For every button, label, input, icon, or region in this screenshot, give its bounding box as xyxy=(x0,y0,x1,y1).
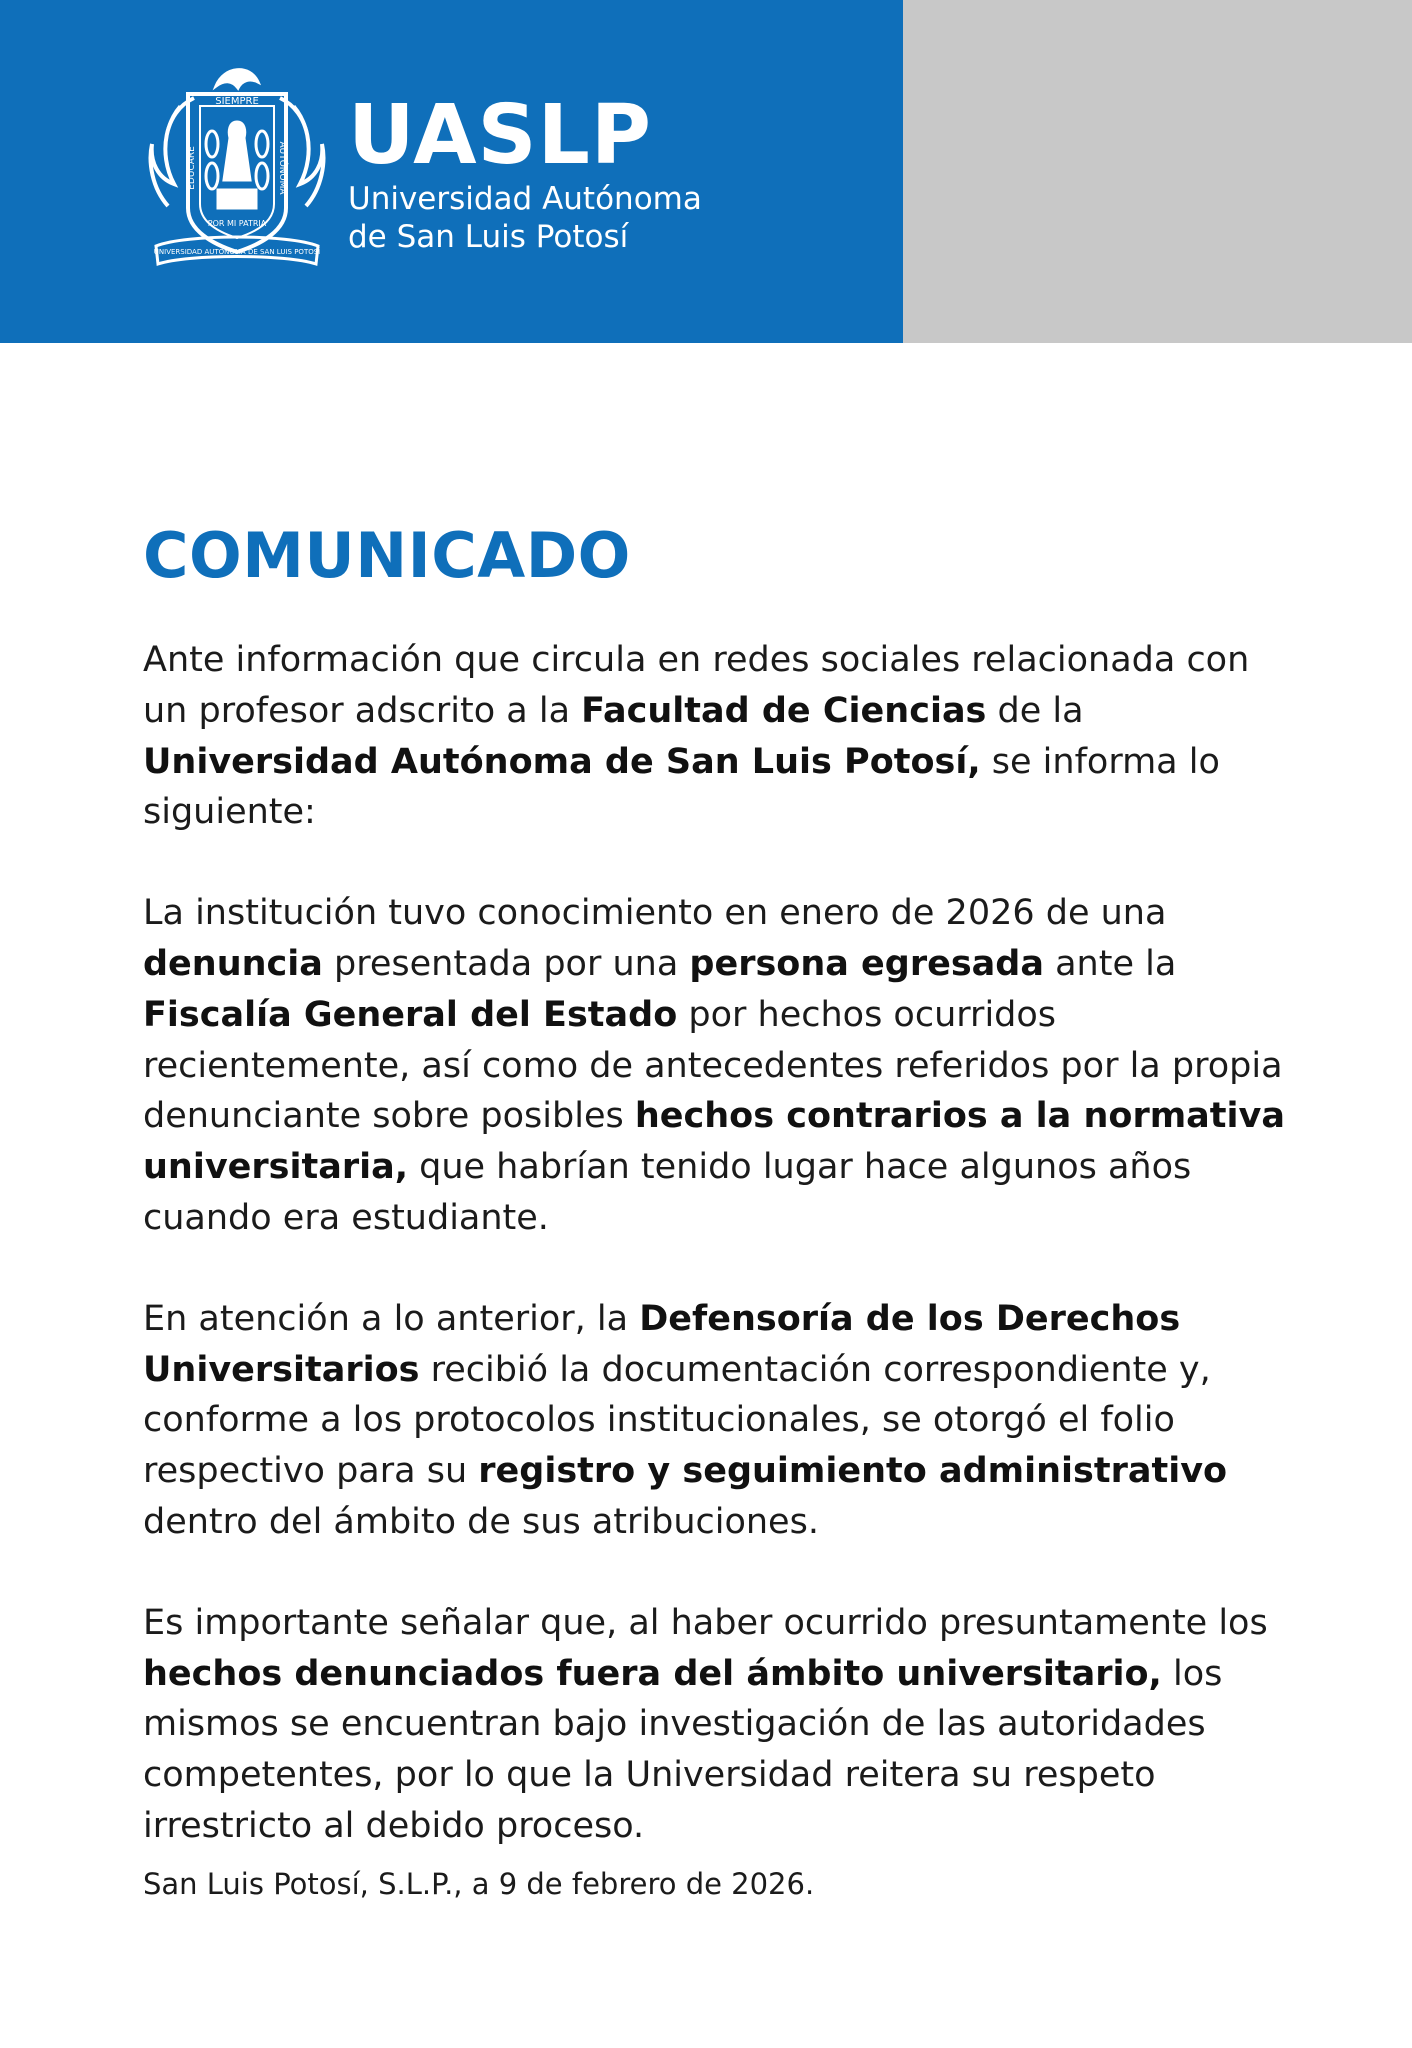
paragraph-bold-segment: Defensoría de los Derechos Universitarios xyxy=(143,1298,1181,1390)
seal-banner-text: UNIVERSIDAD AUTÓNOMA DE SAN LUIS POTOSÍ xyxy=(153,248,321,256)
paragraph-intro xyxy=(143,635,1303,838)
paragraph-bold-segment: hechos contrarios a la normativa universitaria, xyxy=(143,1096,1285,1188)
paragraph-segment: que habrían tenido lugar hace algunos años cuando era estudiante. xyxy=(143,1147,1192,1238)
paragraph-defensoria xyxy=(143,1294,1303,1548)
paragraph-segment: por hechos ocurridos recientemente, así como de antecedentes referidos por la propia denunciante sobre posibles xyxy=(143,994,1283,1137)
paragraph-due-process xyxy=(143,1598,1303,1852)
paragraph-bold-segment: registro y seguimiento administrativo xyxy=(478,1451,1228,1492)
university-name-line-2: de San Luis Potosí xyxy=(348,219,629,255)
paragraph-segment: los mismos se encuentran bajo investigación de las autoridades competentes, por lo que la Universidad reitera su respeto irrestricto al debido proceso. xyxy=(143,1653,1223,1846)
university-name-line-1: Universidad Autónoma xyxy=(348,181,702,217)
place-and-date: San Luis Potosí, S.L.P., a 9 de febrero de 2026. xyxy=(143,1867,815,1901)
seal-left-text: EDUCARE xyxy=(187,146,197,190)
paragraph-segment: La institución tuvo conocimiento en enero de 2026 de una xyxy=(143,893,1167,934)
paragraph-bold-segment: Facultad de Ciencias xyxy=(581,690,987,731)
paragraph-segment: En atención a lo anterior, la xyxy=(143,1298,640,1339)
header-gray-band xyxy=(903,0,1412,343)
paragraph-segment: se informa lo siguiente: xyxy=(143,741,1220,833)
paragraph-segment: recibió la documentación correspondiente y, conforme a los protocolos institucionales, se otorgó el folio respectivo para su xyxy=(143,1349,1211,1492)
seal-right-text: AUTÓNOMA xyxy=(277,141,287,195)
university-wordmark xyxy=(348,88,702,256)
paragraph-bold-segment: denuncia xyxy=(143,943,323,984)
seal-top-text: SIEMPRE xyxy=(215,96,259,107)
seal-bottom-text: POR MI PATRIA xyxy=(207,219,267,228)
paragraph-segment: de la xyxy=(986,690,1084,731)
paragraph-segment: presentada por una xyxy=(322,943,690,984)
paragraph-bold-segment: Fiscalía General del Estado xyxy=(143,994,678,1035)
paragraph-segment: Ante información que circula en redes sociales relacionada con un profesor adscrito a la xyxy=(143,640,1250,731)
paragraph-segment: ante la xyxy=(1043,943,1177,984)
paragraph-bold-segment: Universidad Autónoma de San Luis Potosí, xyxy=(143,741,981,782)
paragraph-complaint xyxy=(143,888,1303,1244)
paragraph-bold-segment: persona egresada xyxy=(689,943,1044,984)
university-seal-eagle-icon xyxy=(146,58,328,272)
communique-body xyxy=(143,520,1303,1902)
communique-title: COMUNICADO xyxy=(143,519,631,592)
paragraph-bold-segment: hechos denunciados fuera del ámbito universitario, xyxy=(143,1653,1162,1694)
header xyxy=(0,0,1412,343)
university-acronym: UASLP xyxy=(348,88,652,183)
paragraph-segment: Es importante señalar que, al haber ocurrido presuntamente los xyxy=(143,1602,1268,1643)
paragraph-segment: dentro del ámbito de sus atribuciones. xyxy=(143,1501,819,1542)
